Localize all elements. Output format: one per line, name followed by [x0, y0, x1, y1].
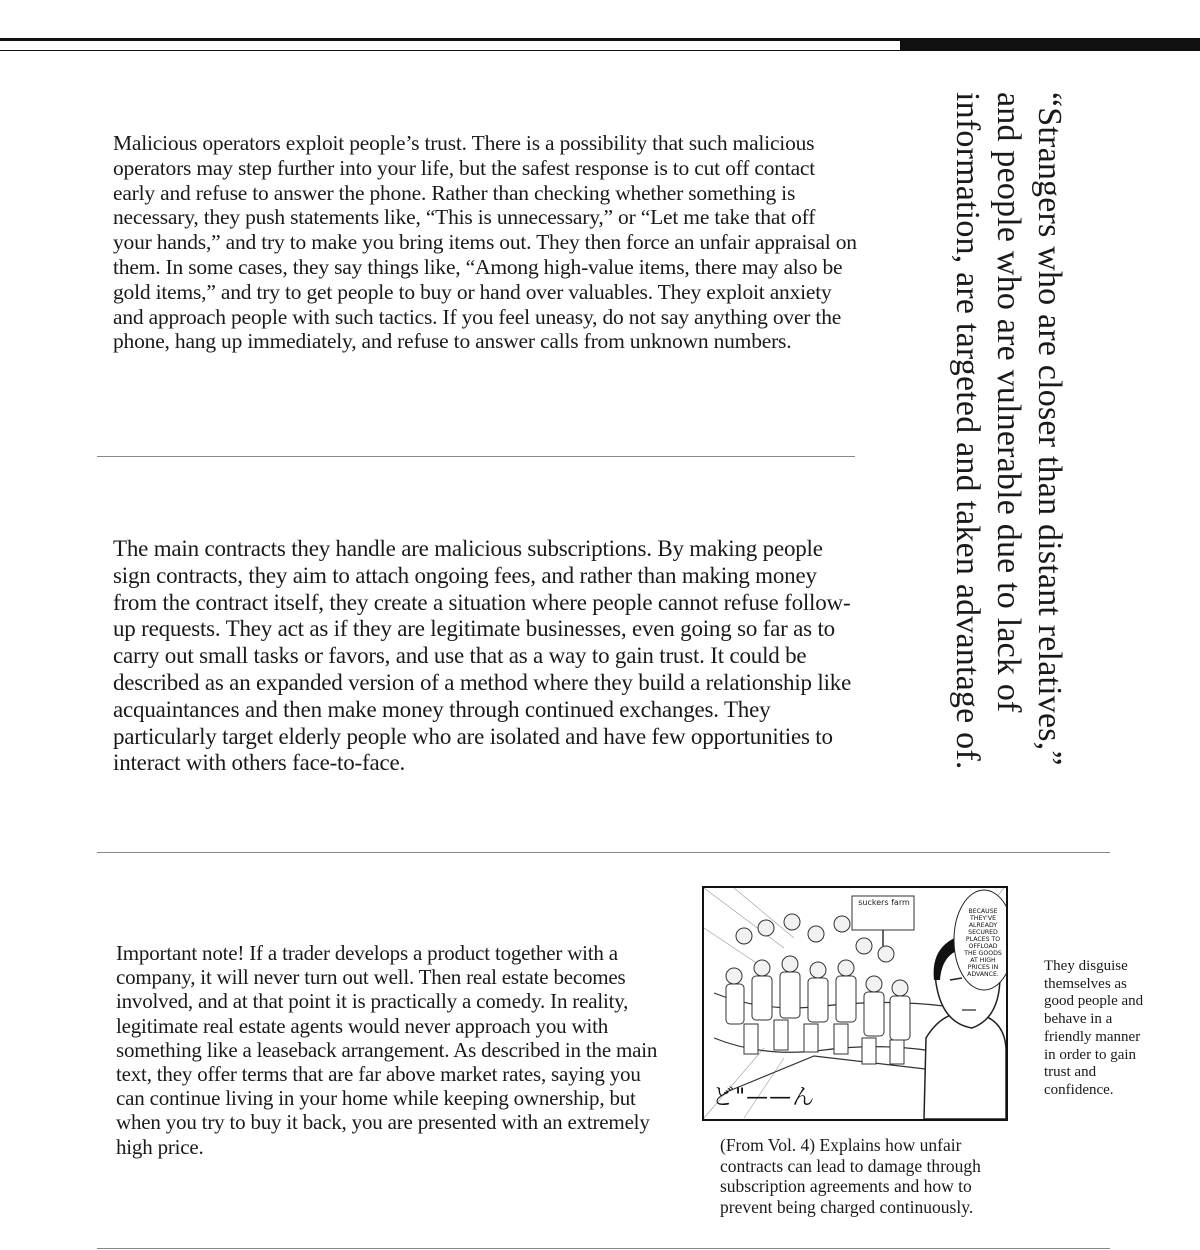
header-rule-band: [0, 40, 900, 51]
sound-effect-text: ど"——ん: [712, 1085, 816, 1110]
section-divider: [97, 1248, 1110, 1249]
header-rule-block: [900, 40, 1200, 51]
pull-quote: “Strangers who are closer than distant relatives,” and people who are vulnerable due to lack of information, are targeted and taken advantage of.: [949, 92, 1068, 770]
body-paragraph-1: Malicious operators exploit people’s trust. There is a possibility that such malicious operators may step further into your life, but the safest response is to cut off contact early and refuse to answer the phone. Rather than checking whether something is necessary, they push statements like, “This is unnecessary,” or “Let me take that off your hands,” and try to make you bring items out. They then force an unfair appraisal on them. In some cases, they say things like, “Among high-value items, there may also be gold items,” and try to get people to buy or hand over valuables. They exploit anxiety and approach people with such tactics. If you feel uneasy, do not say anything over the phone, hang up immediately, and refuse to answer calls from unknown numbers.: [113, 131, 857, 354]
sign-label: suckers farm: [858, 898, 910, 907]
image-caption: (From Vol. 4) Explains how unfair contracts can lead to damage through subscription agreements and how to prevent being charged continuously.: [720, 1135, 981, 1217]
body-paragraph-2: The main contracts they handle are malicious subscriptions. By making people sign contracts, they aim to attach ongoing fees, and rather than making money from the contract itself, they create a situation where people cannot refuse follow-up requests. They act as if they are legitimate businesses, even going so far as to carry out small tasks or favors, and use that as a way to gain trust. It could be described as an expanded version of a method where they build a relationship like acquaintances and then make money through continued exchanges. They particularly target elderly people who are isolated and have few opportunities to interact with others face-to-face.: [113, 536, 852, 776]
speech-bubble-text: BECAUSE THEY'VE ALREADY SECURED PLACES TO OFFLOAD THE GOODS AT HIGH PRICES IN ADVANCE.: [964, 908, 1002, 978]
manga-panel-image: [702, 886, 1008, 1121]
section-divider: [97, 456, 855, 457]
note-paragraph: Important note! If a trader develops a product together with a company, it will never turn out well. Then real estate becomes involved, and at that point it is practically a comedy. In reality, legitimate real estate agents would never approach you with something like a leaseback arrangement. As described in the main text, they offer terms that are far above market rates, saying you can continue living in your home while keeping ownership, but when you try to buy it back, you are presented with an extremely high price.: [116, 941, 658, 1159]
section-divider: [97, 852, 1110, 853]
side-note: They disguise themselves as good people and behave in a friendly manner in order to gain trust and confidence.: [1044, 958, 1144, 1098]
